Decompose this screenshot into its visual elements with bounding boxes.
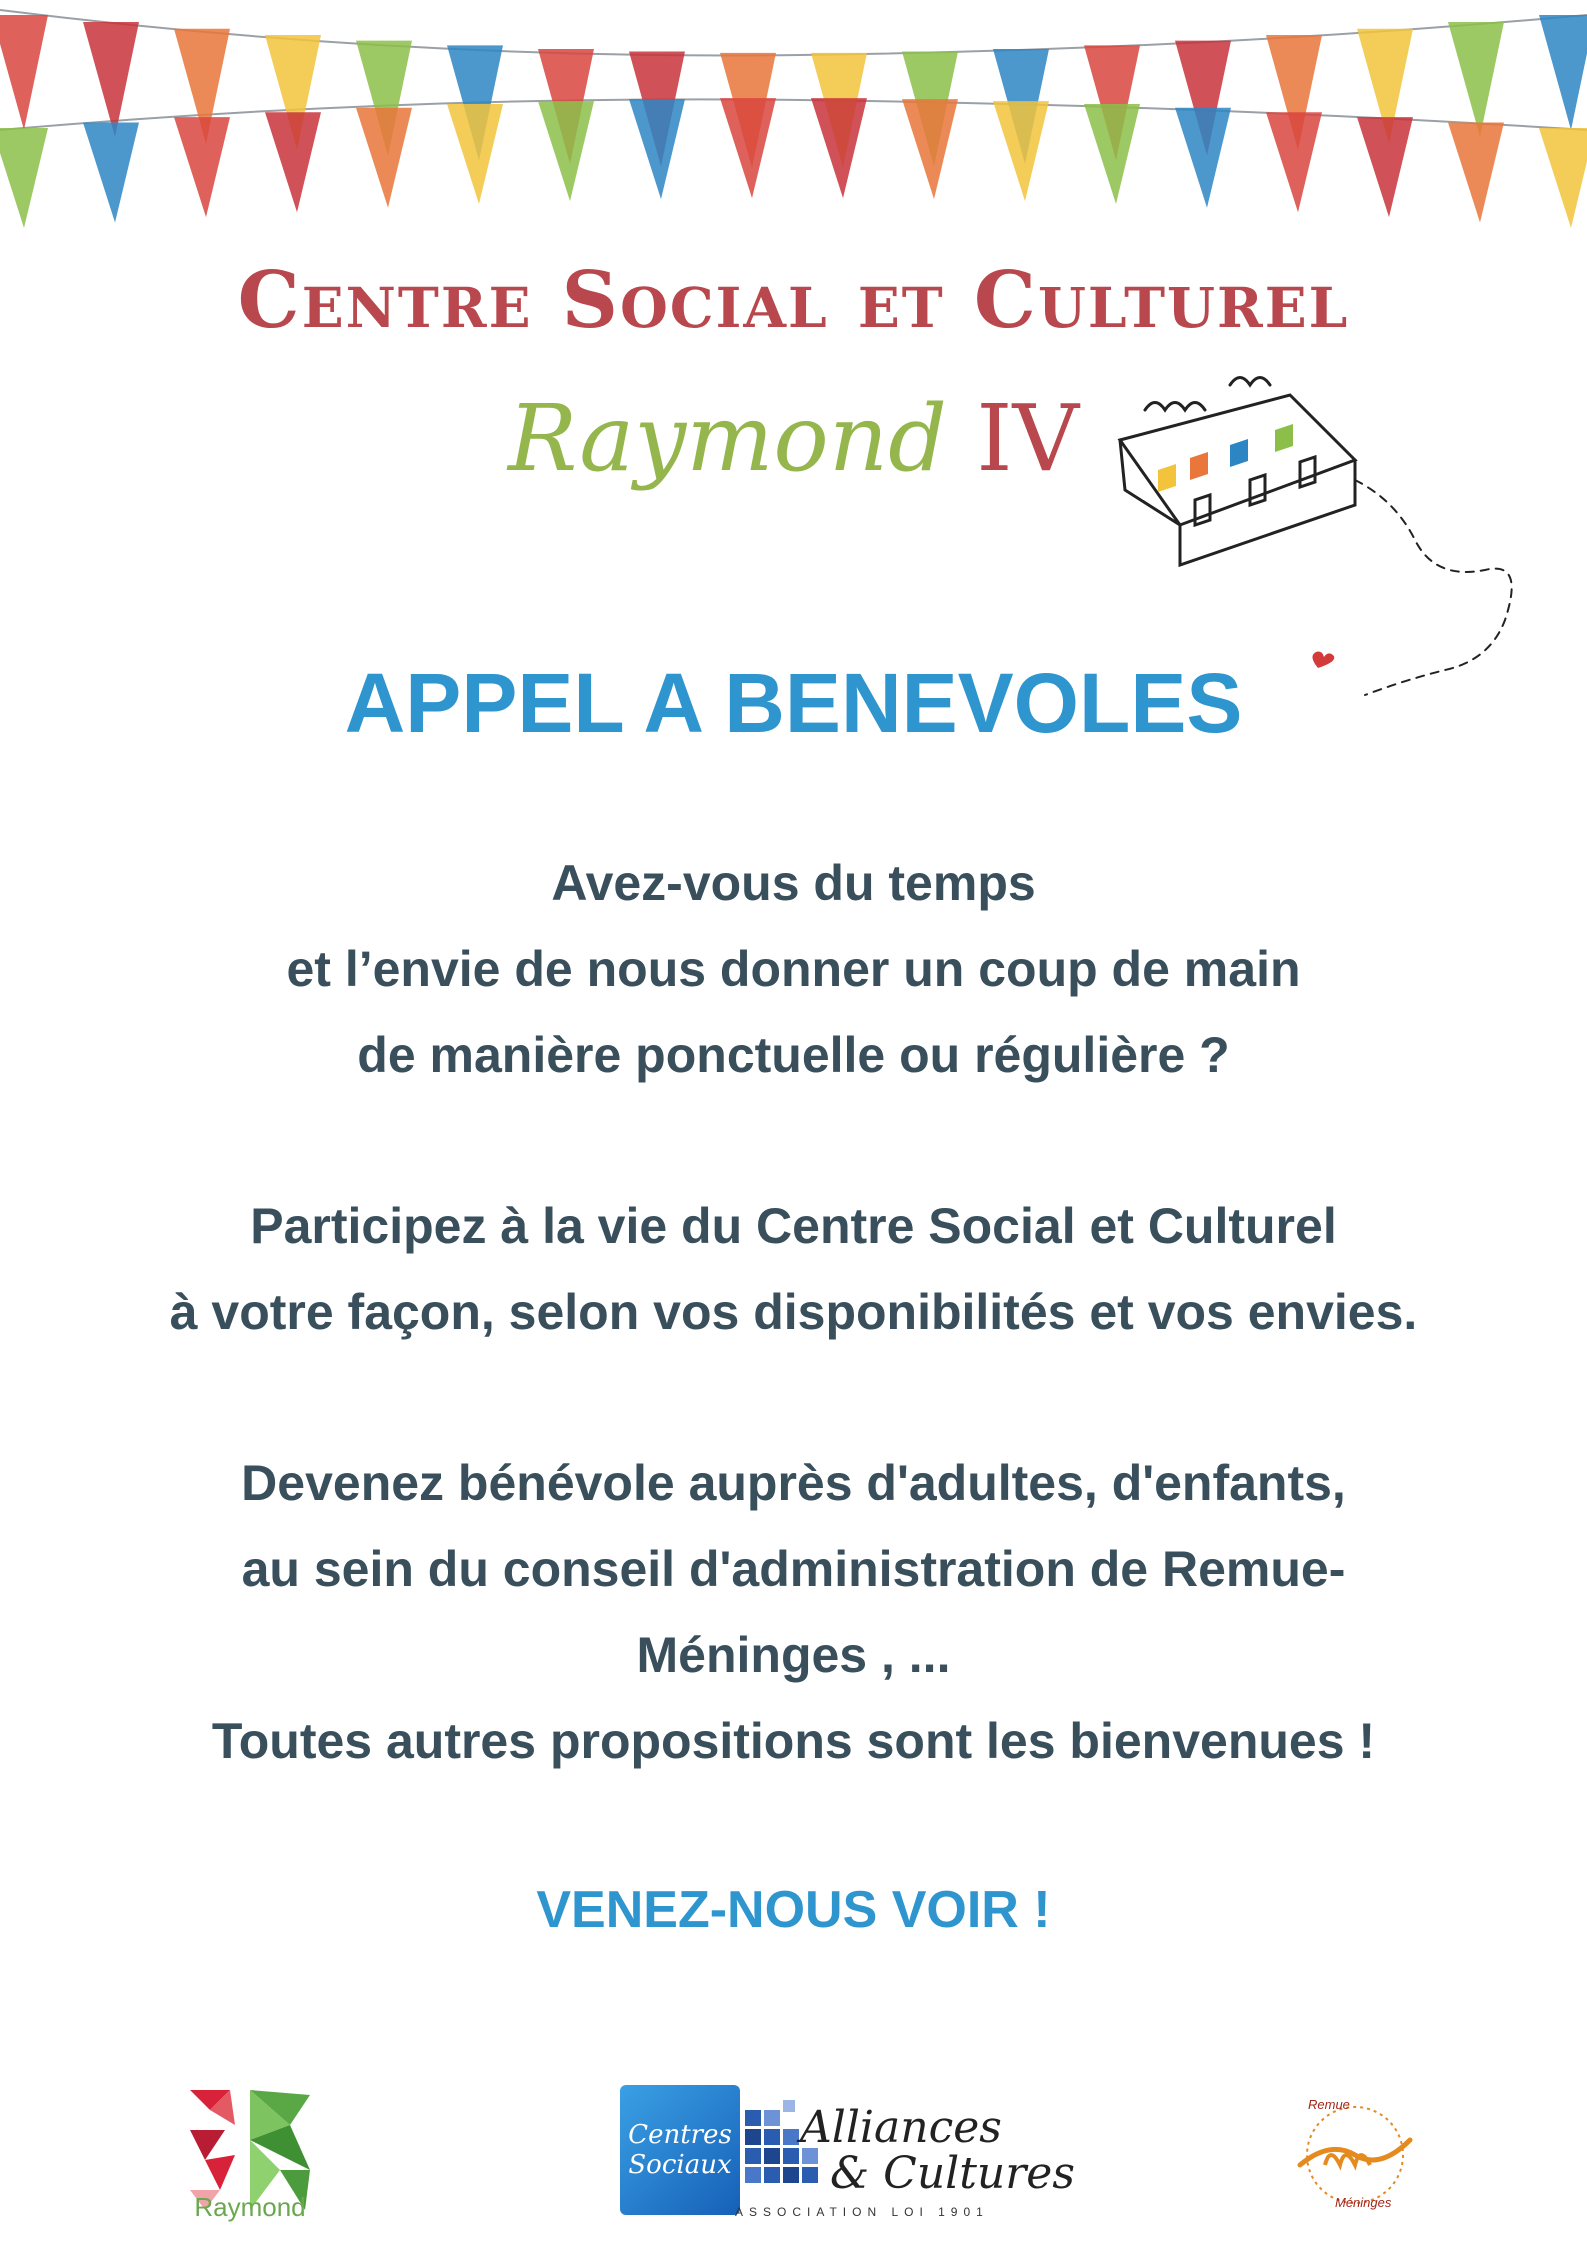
raymond-logo-text: Raymond	[194, 2192, 306, 2222]
bunting-garland	[0, 0, 1587, 240]
bunting-flag	[83, 122, 139, 222]
bunting-flag	[902, 99, 958, 199]
bunting-flag	[1357, 117, 1413, 217]
paragraph-line: au sein du conseil d'administration de Remue-	[241, 1541, 1346, 1597]
bunting-flag	[265, 112, 321, 212]
paragraph-line: Toutes autres propositions sont les bienvenues !	[211, 1713, 1376, 1769]
paragraph-line: Devenez bénévole auprès d'adultes, d'enfants,	[241, 1455, 1346, 1511]
bunting-flag	[993, 101, 1049, 201]
cultures-word: Cultures	[883, 2148, 1075, 2199]
bunting-flag	[538, 101, 594, 201]
headline: APPEL A BENEVOLES	[344, 656, 1243, 750]
bunting-flag	[1084, 104, 1140, 204]
org-title: Centre Social et Culturel	[237, 255, 1350, 346]
remue-top-text: Remue	[1308, 2097, 1350, 2112]
bunting-flag	[1539, 128, 1587, 228]
bunting-flag	[629, 99, 685, 199]
paragraph-line: Participez à la vie du Centre Social et Culturel	[250, 1198, 1337, 1254]
paragraph-line: Avez-vous du temps	[551, 855, 1036, 911]
paragraph-line: Méninges , ...	[636, 1627, 951, 1683]
centres-sociaux-logo	[620, 2085, 740, 2215]
alliances-cultures-text-amp: &	[830, 2148, 870, 2199]
association-label: ASSOCIATION LOI 1901	[735, 2205, 989, 2219]
paragraph-participate	[0, 1183, 1587, 1355]
alliances-cultures-text	[800, 2102, 1075, 2199]
bunting-flag	[1175, 108, 1231, 208]
paragraph-line: à votre façon, selon vos disponibilités et vos envies.	[169, 1284, 1418, 1340]
bunting-flag	[0, 128, 48, 228]
remue-meninges-logo	[1280, 2095, 1430, 2215]
bunting-flag	[1539, 15, 1587, 130]
paragraph-availability	[0, 840, 1587, 1098]
centres-sociaux-text: Centres Sociaux	[628, 2120, 732, 2180]
bunting-flag	[0, 15, 48, 130]
bunting-flag	[720, 98, 776, 198]
bunting-flag	[447, 104, 503, 204]
bunting-flag	[1448, 122, 1504, 222]
bunting-flag	[174, 117, 230, 217]
call-to-action: VENEZ-NOUS VOIR !	[536, 1881, 1051, 1939]
paragraph-line: et l’envie de nous donner un coup de main	[286, 941, 1301, 997]
bunting-flag	[1448, 22, 1504, 137]
paragraph-volunteer	[0, 1440, 1587, 1784]
org-subtitle-roman: IV	[976, 385, 1079, 492]
bunting-flag	[1266, 112, 1322, 212]
bunting-flag	[356, 108, 412, 208]
alliances-line: Alliances	[800, 2102, 1002, 2153]
org-subtitle-name: Raymond	[507, 385, 947, 492]
cultures-line	[800, 2148, 1075, 2199]
remue-bottom-text: Méninges	[1335, 2195, 1392, 2210]
paragraph-line: de manière ponctuelle ou régulière ?	[357, 1027, 1230, 1083]
bunting-flag	[811, 98, 867, 198]
